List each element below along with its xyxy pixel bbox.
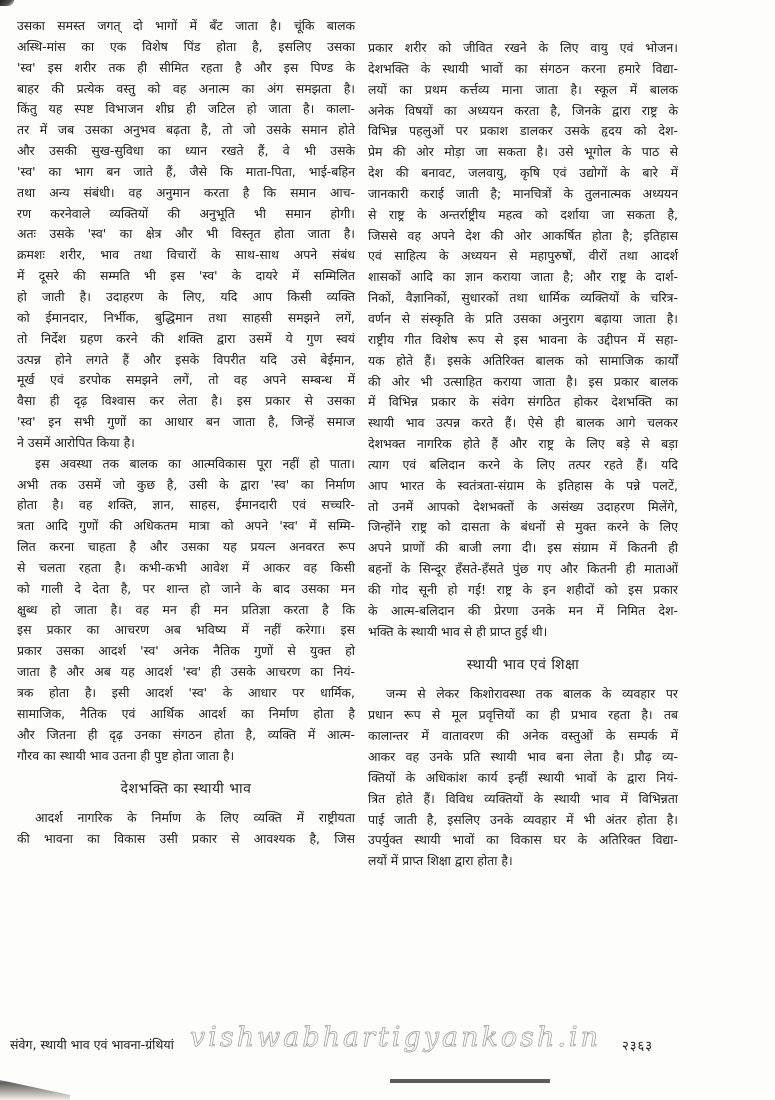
paragraph [17,808,355,850]
text-line: और जितना ही दृढ़ उनका संगठन होता है, व्यक्ति में आत्म- [17,726,355,742]
text-line: देशभक्ति के स्थायी भावों का संगठन करना हमारे विद्या- [368,60,678,76]
text-line: प्रधान रूप से मूल प्रवृत्तियों का ही प्रभाव रहता है। तब [368,707,678,723]
text-line: तो उनमें आपको देशभक्तों के असंख्य उदाहरण मिलेंगे, [368,498,678,514]
text-line: 'स्व' का भाग बन जाते हैं, जैसे कि माता-पिता, भाई-बहिन [17,163,355,179]
text-line: के आत्म-बलिदान की प्रेरणा उनके मन में निमित देश- [368,602,678,618]
paragraph [17,454,355,767]
text-line: इस प्रकार का आचरण अब भविष्य में नहीं करेगा। इस [17,622,355,638]
text-line: गौरव का स्थायी भाव उतना ही पुष्ट होता जाता है। [17,747,235,763]
text-line: त्याग एवं बलिदान करने के लिए तत्पर रहते हैं। यदि [368,456,678,472]
scan-edge-shadow-bottom [390,1079,550,1083]
text-line: आदर्श नागरिक के निर्माण के लिए व्यक्ति में राष्ट्रीयता [35,810,355,826]
text-line: को गाली दे देता है, पर शान्त हो जाने के बाद उसका मन [17,580,355,596]
text-line: अभी तक उसमें जो कुछ है, उसी के द्वारा 'स्व' का निर्माण [17,476,355,492]
text-line: जिन्होंने राष्ट्र को दासता के बंधनों से मुक्त करने के लिए [368,519,678,535]
text-line: क्रमशः शरीर, भाव तथा विचारों के साथ-साथ अपने संबंध [17,247,355,263]
text-line: को ईमानदार, निर्भीक, बुद्धिमान तथा साहसी समझने लगें, [17,309,355,325]
text-line: तर में जब उसका अनुभव बढ़ता है, तो जो उसके समान होते [17,122,355,138]
text-line: अपने प्राणों की बाजी लगा दी। इस संग्राम में कितनी ही [368,540,678,556]
text-line: प्रकार शरीर को जीवित रखने के लिए वायु एवं भोजन। [368,40,678,55]
text-line: और उसकी सुख-सुविधा का ध्यान रखते हैं, वे भी उसके [17,143,355,159]
right-column [368,38,678,872]
section-heading-sthayi-bhav-shiksha: स्थायी भाव एवं शिक्षा [466,657,580,674]
text-line: एवं साहित्य के अध्ययन से महापुरुषों, वीरों तथा आदर्श [368,248,678,264]
text-line: उपर्युक्त स्थायी भावों का विकास घर के अतिरिक्त विद्या- [368,832,678,848]
text-line: की भावना का विकास उसी प्रकार से आवश्यक है, जिस [17,831,355,847]
page-number: २३६३ [622,1039,654,1054]
text-line: विभिन्न पहलुओं पर प्रकाश डालकर उसके हृदय को देश- [368,123,678,139]
watermark-text: vishwabhartigyankosh.in [190,1022,601,1053]
text-line: हो जाती है। उदाहरण के लिए, यदि आप किसी व्यक्ति [17,288,355,304]
text-line: में दूसरे की सम्मति भी इस 'स्व' के दायरे में सम्मिलित [17,268,355,284]
text-line: लयों में प्राप्त शिक्षा द्वारा होता है। [368,853,513,869]
text-line: जाता है और अब यह आदर्श 'स्व' ही उसके आचरण का नियं- [17,664,355,680]
text-line: पाई जाती है, इसलिए उनके व्यवहार में भी अंतर होता है। [368,811,678,827]
text-line: किंतु यह स्पष्ट विभाजन शीघ्र ही जटिल हो जाता है। काला- [17,101,355,117]
text-line: त्रित होते हैं। विविध व्यक्तियों के स्थायी भाव में विभिन्नता [368,790,678,806]
text-line: त्रता आदि गुणों की अधिकतम मात्रा को अपने 'स्व' में सम्मि- [17,518,355,534]
text-line: जानकारी कराई जाती है; मानचित्रों के तुलनात्मक अध्ययन [368,185,678,201]
text-line: उसका समस्त जगत् दो भागों में बँट जाता है। चूंकि बालक [17,18,355,33]
text-line: 'स्व' इन सभी गुणों का आधार बन जाता है, जिन्हें समाज [17,414,355,430]
text-line: सामाजिक, नैतिक एवं आर्थिक आदर्श का निर्माण होता है [17,705,355,721]
text-line: त्रक होता है। इसी आदर्श 'स्व' के आधार पर धार्मिक, [17,685,355,700]
paragraph [17,16,355,454]
text-line: तथा अन्य संबंधी। वह अनुमान करता है कि समान आच- [17,184,355,200]
text-line: अतः उसके 'स्व' का क्षेत्र और भी विस्तृत होता जाता है। [17,226,355,242]
text-line: वर्णन से संस्कृति के प्रति उसका अनुराग बढ़ाया जाता है। [368,310,678,326]
paragraph [368,684,678,872]
text-line: की गोद सूनी हो गई! राष्ट्र के इन शहीदों को इस प्रकार [368,581,678,597]
text-line: क्षुब्ध हो जाता है। वह मन ही मन प्रतिज्ञा करता है कि [17,601,355,617]
running-footer-title: संवेग, स्थायी भाव एवं भावना-ग्रंथियां [10,1037,174,1052]
text-line: ने उसमें आरोपित किया है। [17,434,135,450]
text-line: अस्थि-मांस का एक विशेष पिंड होता है, इसलिए उसका [17,38,355,54]
text-line: क्तियों के अधिकांश कार्य इन्हीं स्थायी भावों के द्वारा नियं- [368,769,678,785]
text-line: प्रेम की ओर मोड़ा जा सकता है। उसे भूगोल के पाठ से [368,144,678,160]
left-column [17,16,355,850]
text-line: रण करनेवाले व्यक्तियों की अनुभूति भी समान होगी। [17,205,355,221]
text-line: स्थायी भाव उत्पन्न करते हैं। ऐसे ही बालक आगे चलकर [368,415,678,431]
text-line: में विभिन्न प्रकार के संवेग संगठित होकर देशभक्ति का [368,394,678,410]
text-line: होता है। वह शक्ति, ज्ञान, साहस, ईमानदारी एवं सच्चरि- [17,497,355,513]
text-line: की ओर भी उत्साहित कराया जाता है। इस प्रकार बालक [368,373,678,389]
text-line: से चलता रहता है। कभी-कभी आवेश में आकर वह किसी [17,559,355,575]
text-line: अनेक विषयों का अध्ययन करता है, जिनके द्वारा राष्ट्र के [368,102,678,118]
text-line: कालान्तर में वातावरण की अनेक वस्तुओं के सम्पर्क में [368,728,678,744]
text-line: देश की बनावट, जलवायु, कृषि एवं उद्योगों के बारे में [368,165,678,181]
text-line: लयों का प्रथम कर्त्तव्य माना जाता है। स्कूल में बालक [368,81,678,97]
text-line: वैसा ही दृढ़ विश्वास कर लेता है। इस प्रकार से उसका [17,393,355,409]
text-line: जिससे वह अपने देश की ओर आकर्षित होता है; इतिहास [368,227,678,243]
text-line: उत्पन्न होने लगते हैं और इसके विपरीत यदि उसे बेईमान, [17,351,355,367]
text-line: आकर वह उनके प्रति स्थायी भाव बना लेता है। प्रौढ़ व्य- [368,749,678,764]
text-line: मूर्ख एवं डरपोक समझने लगें, तो वह अपने सम्बन्ध में [17,372,355,388]
text-line: तो निर्देश ग्रहण करने की शक्ति द्वारा उसमें ये गुण स्वयं [17,330,355,346]
text-line: इस अवस्था तक बालक का आत्मविकास पूरा नहीं हो पाता। [35,455,355,471]
text-line: राष्ट्रीय गीत विशेष रूप से इस भावना के उद्दीपन में सहा- [368,331,678,347]
scan-edge-shadow-top-left [0,0,14,6]
text-line: आप भारत के स्वतंत्रता-संग्राम के इतिहास के पन्ने पलटें, [368,477,678,493]
section-heading-deshbhakti: देशभक्ति का स्थायी भाव [120,781,252,798]
text-line: देशभक्त नागरिक होते हैं और राष्ट्र के लिए बड़े से बड़ा [368,436,678,452]
text-line: 'स्व' इस शरीर तक ही सीमित रहता है और इस पिण्ड के [17,59,355,75]
paragraph [368,38,678,642]
text-line: शासकों आदि का ज्ञान कराया जाता है; और राष्ट्र के दार्श- [368,269,678,285]
scan-edge-shadow-bottom-left [0,1075,70,1100]
text-line: बहनों के सिन्दूर हँसते-हँसते पुंछ गए और कितनी ही माताओं [368,561,678,577]
text-line: लित करना चाहता है और उसका यह प्रयत्न अनवरत रूप [17,539,355,555]
text-line: प्रकार उसका आदर्श 'स्व' अनेक नैतिक गुणों से युक्त हो [17,643,355,659]
text-line: यक होते हैं। इसके अतिरिक्त बालक को सामाजिक कार्यों [368,352,678,368]
text-line: बाहर की प्रत्येक वस्तु को वह अनात्म का अंग समझता है। [17,80,355,96]
text-line: जन्म से लेकर किशोरावस्था तक बालक के व्यवहार पर [386,686,678,702]
text-line: से राष्ट्र के अन्तर्राष्ट्रीय महत्व को दर्शाया जा सकता है, [368,206,678,222]
text-line: भक्ति के स्थायी भाव से ही प्राप्त हुई थी। [368,623,548,639]
text-line: निकों, वैज्ञानिकों, सुधारकों तथा धार्मिक व्यक्तियों के चरित्र- [368,290,678,306]
